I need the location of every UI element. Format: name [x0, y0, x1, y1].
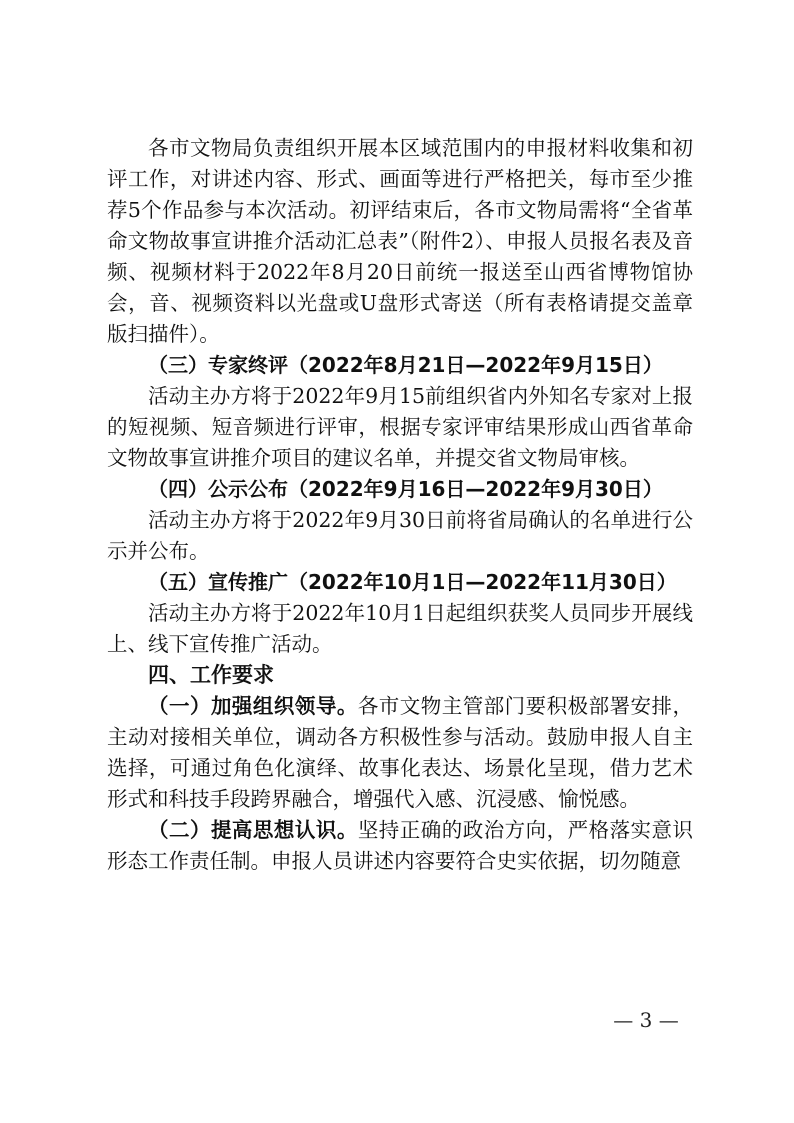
requirement-2-text: 坚持正确的政治方向，严格落实意识形态工作责任制。申报人员讲述内容要符合史实依据，切勿随意 — [107, 818, 694, 873]
section4-heading: 四、工作要求 — [148, 663, 274, 687]
stage5-heading: （五）宣传推广（2022年10月1日—2022年11月30日） — [148, 570, 677, 594]
stage3-heading: （三）专家终评（2022年8月21日—2022年9月15日） — [148, 353, 663, 377]
document-body — [107, 133, 693, 877]
stage4-paragraph: 活动主办方将于2022年9月30日前将省局确认的名单进行公示并公布。 — [107, 508, 693, 563]
requirement-1-lead: （一）加强组织领导。 — [148, 694, 358, 718]
page-number: — 3 — — [613, 1008, 679, 1032]
requirement-1-paragraph — [107, 691, 693, 815]
paragraph-intro: 各市文物局负责组织开展本区域范围内的申报材料收集和初评工作，对讲述内容、形式、画面等进行严格把关，每市至少推荐5个作品参与本次活动。初评结束后，各市文物局需将“全省革命文物故事宣讲推介活动汇总表”（附件2）、申报人员报名表及音频、视频材料于2022年8月20日前统一报送至山西省博物馆协会，音、视频资料以光盘或U盘形式寄送（所有表格请提交盖章版扫描件）。 — [107, 136, 693, 346]
stage5-paragraph: 活动主办方将于2022年10月1日起组织获奖人员同步开展线上、线下宣传推广活动。 — [107, 601, 693, 656]
requirement-2-paragraph — [107, 815, 693, 877]
requirement-1-text: 各市文物主管部门要积极部署安排，主动对接相关单位，调动各方积极性参与活动。鼓励申报人自主选择，可通过角色化演绎、故事化表达、场景化呈现，借力艺术形式和科技手段跨界融合，增强代入感、沉浸感、愉悦感。 — [107, 694, 694, 811]
stage4-heading: （四）公示公布（2022年9月16日—2022年9月30日） — [148, 477, 663, 501]
requirement-2-lead: （二）提高思想认识。 — [148, 818, 358, 842]
stage3-paragraph: 活动主办方将于2022年9月15前组织省内外知名专家对上报的短视频、短音频进行评审，根据专家评审结果形成山西省革命文物故事宣讲推介项目的建议名单，并提交省文物局审核。 — [107, 384, 693, 470]
